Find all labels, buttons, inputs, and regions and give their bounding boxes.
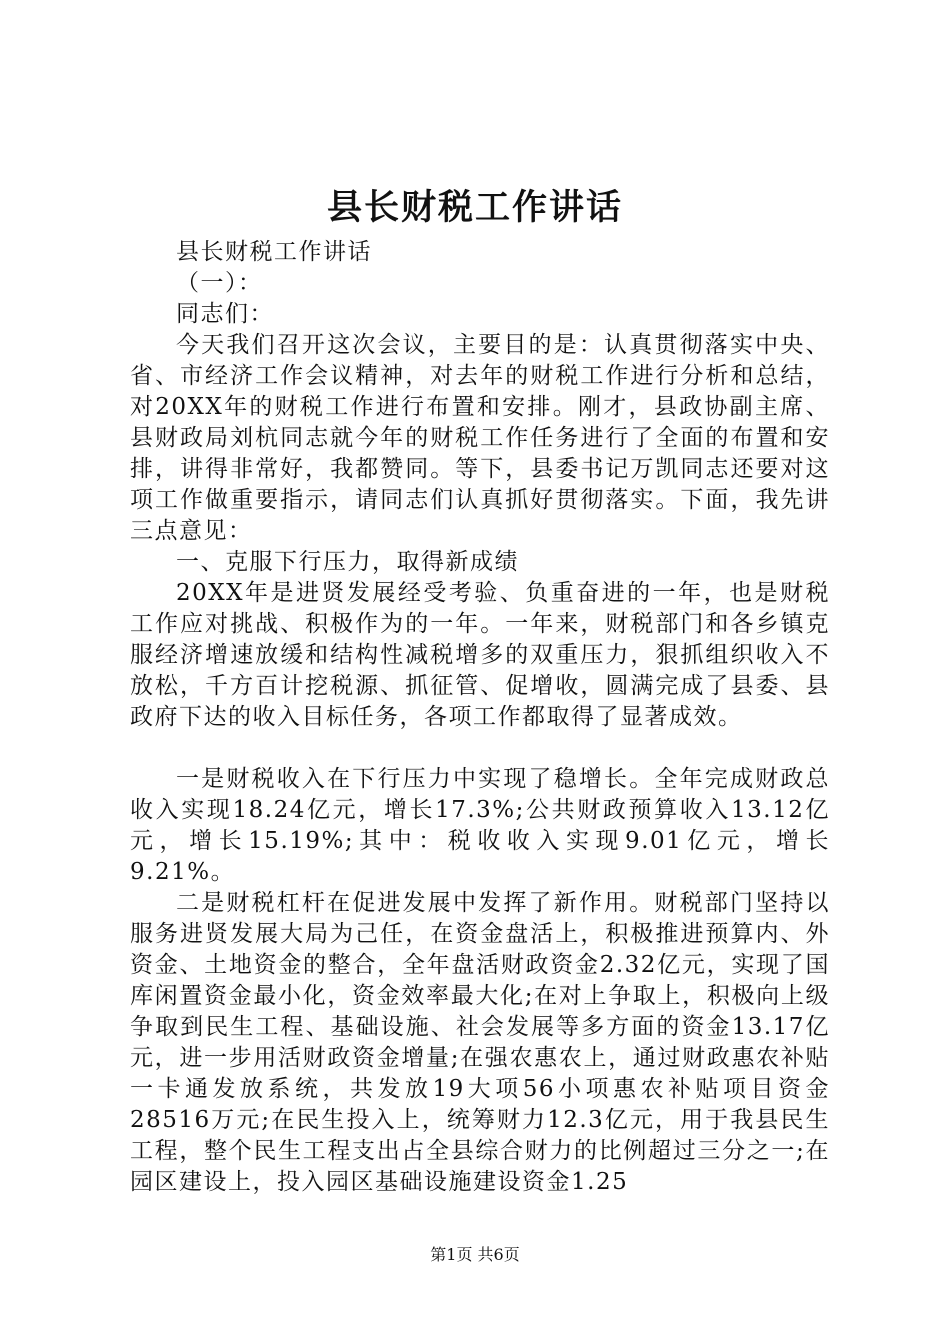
page-number-footer: 第1页 共6页 <box>430 1245 520 1264</box>
paragraph-salutation: 同志们： <box>176 301 274 327</box>
paragraph-section-number: （一）： <box>176 270 263 296</box>
paragraph-intro: 今天我们召开这次会议，主要目的是：认真贯彻落实中央、省、市经济工作会议精神，对去年的财税工作进行分析和总结，对20XX年的财税工作进行布置和安排。刚才，县政协副主席、县财政局刘杭同志就今年的财税工作任务进行了全面的布置和安排，讲得非常好，我都赞同。等下，县委书记万凯同志还要对这项工作做重要指示，请同志们认真抓好贯彻落实。下面，我先讲三点意见： <box>130 332 830 544</box>
paragraph-review: 20XX年是进贤发展经受考验、负重奋进的一年，也是财税工作应对挑战、积极作为的一年。一年来，财税部门和各乡镇克服经济增速放缓和结构性减税增多的双重压力，狠抓组织收入不放松，千方百计挖税源、抓征管、促增收，圆满完成了县委、县政府下达的收入目标任务，各项工作都取得了显著成效。 <box>130 580 830 730</box>
paragraph-section-heading: 一、克服下行压力，取得新成绩 <box>176 549 519 575</box>
paragraph-heading: 县长财税工作讲话 <box>176 239 372 265</box>
document-title: 县长财税工作讲话 <box>326 187 623 228</box>
document-body <box>130 237 830 1198</box>
paragraph-point-one: 一是财税收入在下行压力中实现了稳增长。全年完成财政总收入实现18.24亿元，增长17.3%;公共财政预算收入13.12亿元，增长15.19%;其中：税收收入实现9.01亿元，增长9.21%。 <box>130 766 830 885</box>
paragraph-point-two: 二是财税杠杆在促进发展中发挥了新作用。财税部门坚持以服务进贤发展大局为己任，在资金盘活上，积极推进预算内、外资金、土地资金的整合，全年盘活财政资金2.32亿元，实现了国库闲置资金最小化，资金效率最大化;在对上争取上，积极向上级争取到民生工程、基础设施、社会发展等多方面的资金13.17亿元，进一步用活财政资金增量;在强农惠农上，通过财政惠农补贴一卡通发放系统，共发放19大项56小项惠农补贴项目资金28516万元;在民生投入上，统筹财力12.3亿元，用于我县民生工程，整个民生工程支出占全县综合财力的比例超过三分之一;在园区建设上，投入园区基础设施建设资金1.25 <box>130 890 830 1195</box>
